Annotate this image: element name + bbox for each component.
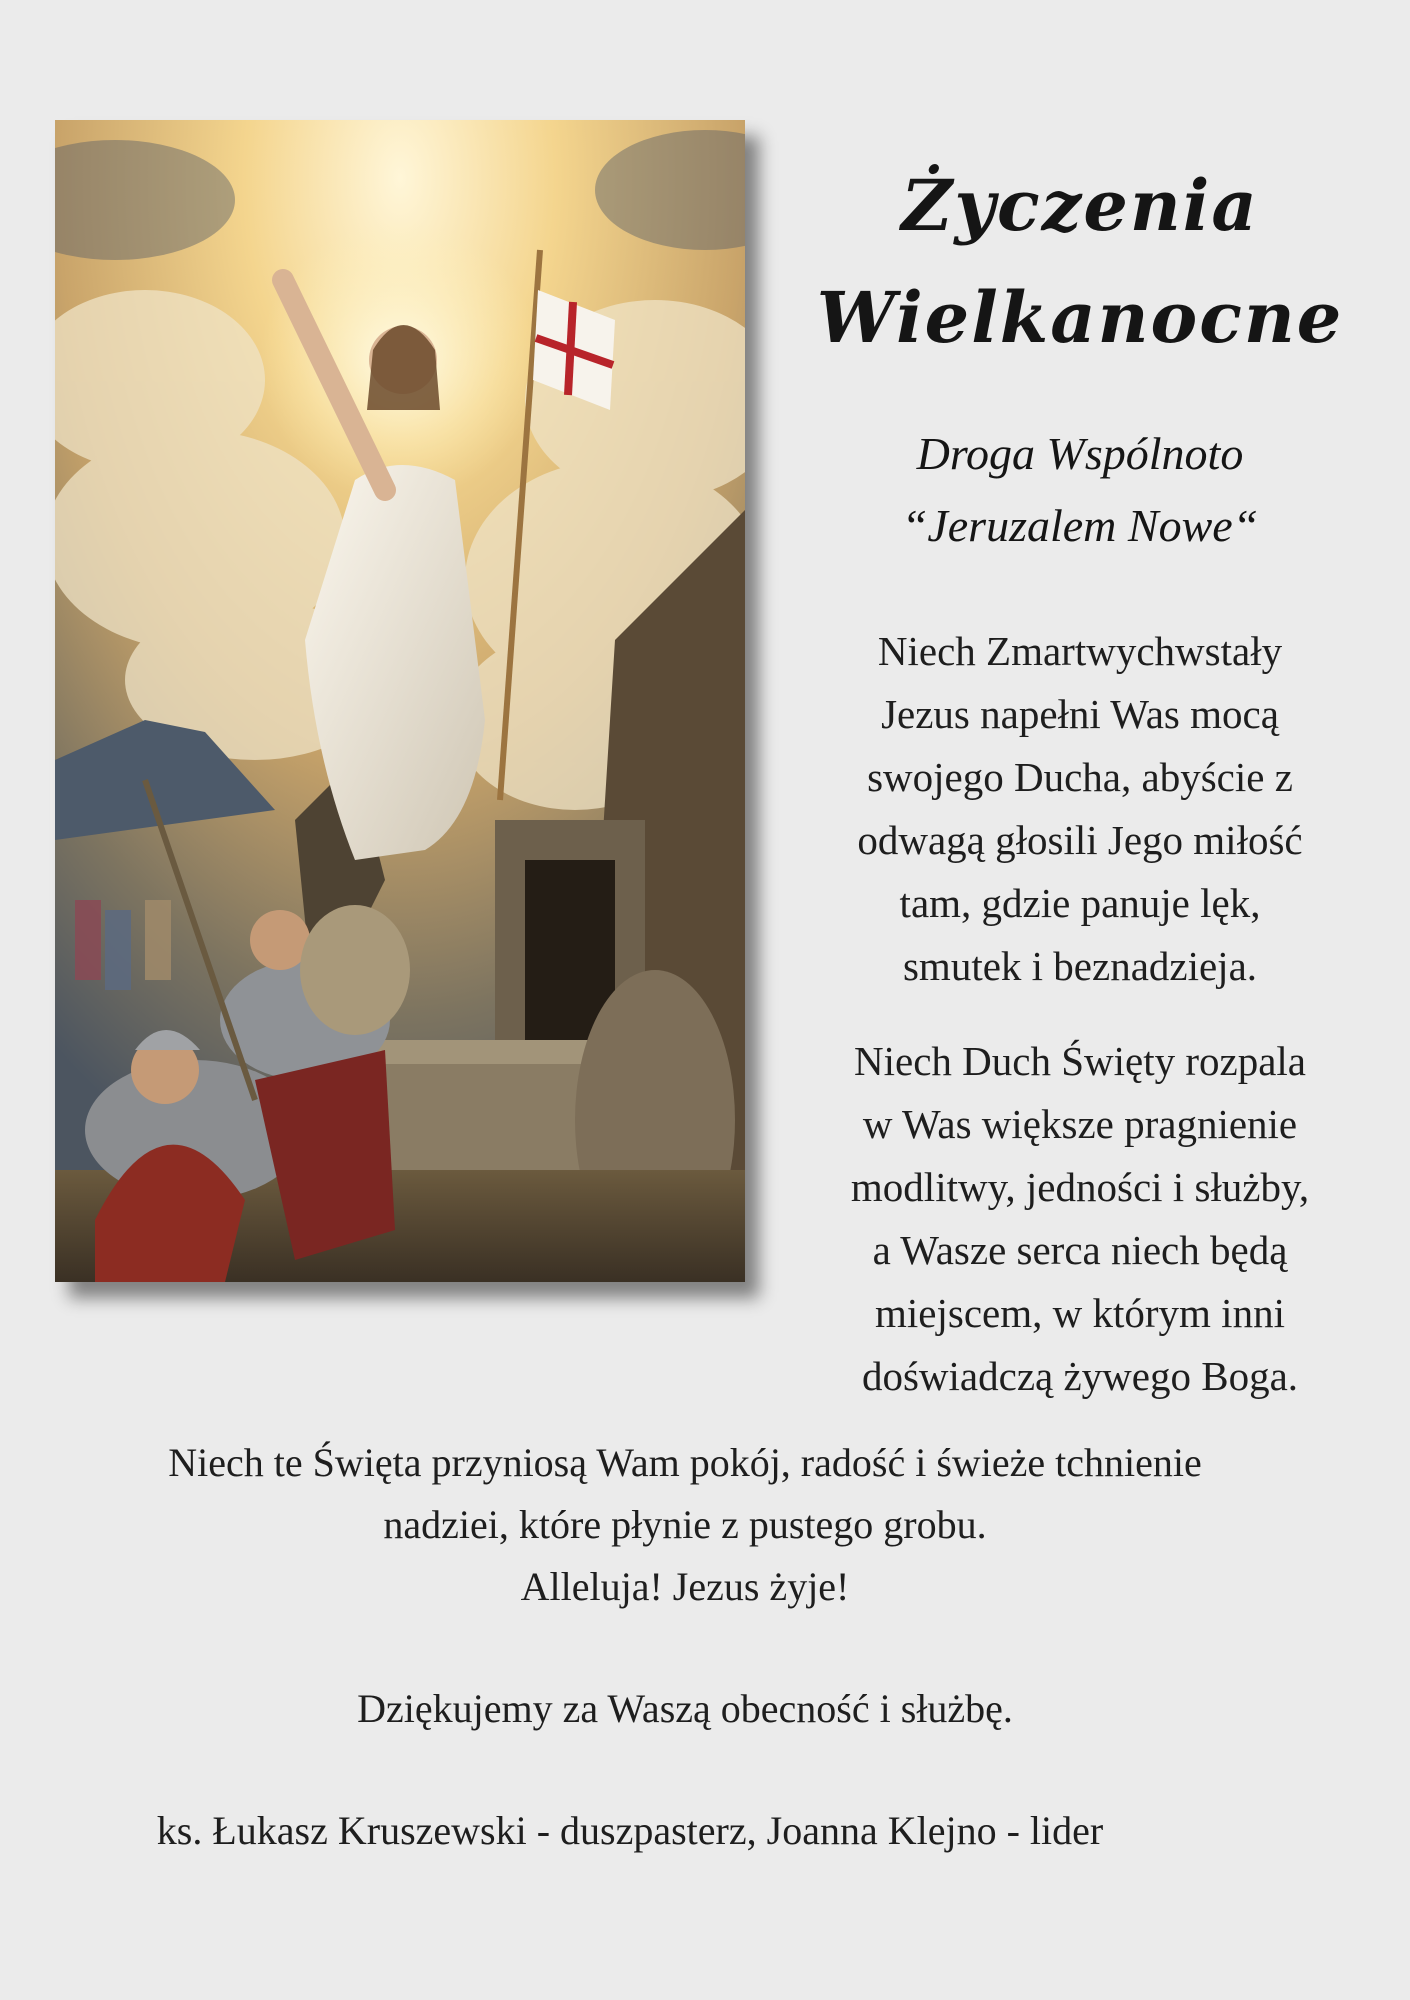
wish-paragraph-2: Niech Duch Święty rozpala w Was większe pragnienie modlitwy, jedności i służby, a Wasze serca niech będą miejscem, w którym inni doświadczą żywego Boga. <box>850 1038 1310 1399</box>
resurrection-painting <box>55 120 745 1282</box>
page-title <box>790 150 1370 374</box>
resurrection-painting-illustration <box>55 120 745 1282</box>
closing-line-2: nadziei, które płynie z pustego grobu. <box>383 1502 987 1547</box>
wish-paragraph-1: Niech Zmartwychwstały Jezus napełni Was mocą swojego Ducha, abyście z odwagą głosili Jego miłość tam, gdzie panuje lęk, smutek i beznadzieja. <box>857 628 1303 989</box>
community-line-2: “Jeruzalem Nowe“ <box>901 500 1259 551</box>
community-line-1: Droga Wspólnoto <box>916 428 1244 479</box>
closing-wishes <box>40 1432 1330 1618</box>
closing-line-1: Niech te Święta przyniosą Wam pokój, radość i świeże tchnienie <box>168 1440 1202 1485</box>
thanks-line: Dziękujemy za Waszą obecność i służbę. <box>357 1686 1013 1731</box>
community-greeting <box>790 418 1370 562</box>
title-line-2: Wielkanocne <box>816 276 1344 359</box>
title-line-1: Życzenia <box>901 164 1259 247</box>
closing-line-3: Alleluja! Jezus żyje! <box>520 1564 850 1609</box>
signature-line: ks. Łukasz Kruszewski - duszpasterz, Joanna Klejno - lider <box>156 1808 1104 1853</box>
